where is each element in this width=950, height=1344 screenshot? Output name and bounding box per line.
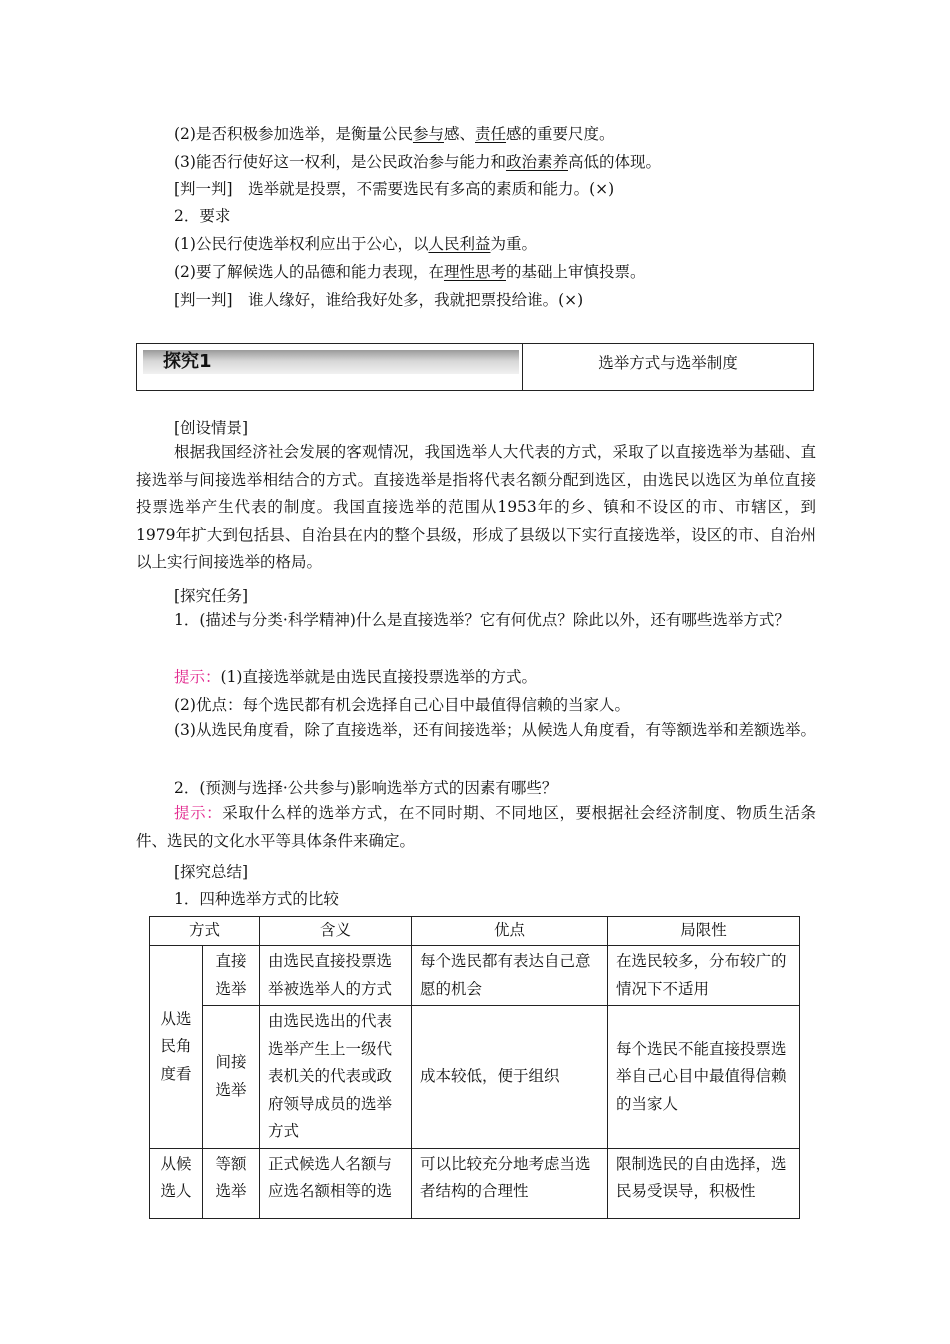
summary-item: 1．四种选举方式的比较 — [174, 890, 339, 908]
row-limit: 每个选民不能直接投票选举自己心目中最值得信赖的当家人 — [608, 1006, 800, 1149]
row-type: 直接选举 — [203, 946, 260, 1006]
answer-1-3: (3)从选民角度看，除了直接选举，还有间接选举；从候选人角度看，有等额选举和差额选举。 — [174, 721, 816, 739]
hint-label: 提示： — [174, 804, 223, 822]
summary-heading: [探究总结] — [174, 863, 249, 881]
table-header: 含义 — [260, 917, 412, 946]
row-merit: 每个选民都有表达自己意愿的机会 — [412, 946, 608, 1006]
row-limit: 在选民较多，分布较广的情况下不适用 — [608, 946, 800, 1006]
section-banner — [136, 343, 814, 391]
answer-2: 提示：采取什么样的选举方式，在不同时期、不同地区，要根据社会经济制度、物质生活条件、选民的文化水平等具体条件来确定。 — [136, 804, 816, 850]
scene-paragraph: 根据我国经济社会发展的客观情况，我国选举人大代表的方式，采取了以直接选举为基础、直接选举与间接选举相结合的方式。直接选举是指将代表名额分配到选区，由选民以选区为单位直接投票选举产生代表的制度。我国直接选举的范围从1953年的乡、镇和不设区的市、市辖区，到1979年扩大到包括县、自治县在内的整个县级，形成了县级以下实行直接选举，设区的市、自治州以上实行间接选举的格局。 — [136, 443, 816, 571]
answer-1-2: (2)优点：每个选民都有机会选择自己心目中最值得信赖的当家人。 — [174, 696, 630, 714]
hint-label: 提示： — [174, 668, 221, 686]
table-header-row — [150, 917, 800, 946]
row-meaning: 由选民选出的代表选举产生上一级代表机关的代表或政府领导成员的选举方式 — [260, 1006, 412, 1149]
table-row — [150, 946, 800, 1006]
section-heading: 2．要求 — [174, 207, 231, 225]
banner-title: 选举方式与选举制度 — [598, 354, 738, 372]
row-type: 等额选举 — [203, 1148, 260, 1218]
judge-line: [判一判] 谁人缘好，谁给我好处多，我就把票投给谁。(×) — [174, 291, 584, 309]
row-meaning: 由选民直接投票选举被选举人的方式 — [260, 946, 412, 1006]
question-2: 2．(预测与选择·公共参与)影响选举方式的因素有哪些？ — [174, 779, 558, 797]
banner-tag-label: 探究1 — [163, 351, 212, 372]
text-line: (3)能否行使好这一权利，是公民政治参与能力和政治素养高低的体现。 — [174, 153, 661, 171]
table-row — [150, 1006, 800, 1149]
text-line: (2)是否积极参加选举，是衡量公民参与感、责任感的重要尺度。 — [174, 125, 615, 143]
judge-line: [判一判] 选举就是投票，不需要选民有多高的素质和能力。(×) — [174, 180, 615, 198]
row-merit: 成本较低，便于组织 — [412, 1006, 608, 1149]
row-limit: 限制选民的自由选择，选民易受误导，积极性 — [608, 1148, 800, 1218]
table-header: 局限性 — [608, 917, 800, 946]
row-group-label: 从候选人 — [150, 1148, 203, 1218]
answer-1-1: 提示：(1)直接选举就是由选民直接投票选举的方式。 — [174, 668, 537, 686]
table-header: 优点 — [412, 917, 608, 946]
banner-tag — [143, 350, 519, 374]
table-row — [150, 1148, 800, 1218]
comparison-table — [149, 916, 800, 1219]
row-group-label: 从选民角度看 — [150, 946, 203, 1149]
task-heading: [探究任务] — [174, 587, 249, 605]
row-type: 间接选举 — [203, 1006, 260, 1149]
text-line: (1)公民行使选举权利应出于公心，以人民利益为重。 — [174, 235, 537, 253]
row-meaning: 正式候选人名额与应选名额相等的选 — [260, 1148, 412, 1218]
row-merit: 可以比较充分地考虑当选者结构的合理性 — [412, 1148, 608, 1218]
scene-heading: [创设情景] — [174, 419, 249, 437]
text-line: (2)要了解候选人的品德和能力表现，在理性思考的基础上审慎投票。 — [174, 263, 646, 281]
table-header: 方式 — [150, 917, 260, 946]
question-1: 1．(描述与分类·科学精神)什么是直接选举？它有何优点？除此以外，还有哪些选举方式？ — [174, 611, 790, 629]
